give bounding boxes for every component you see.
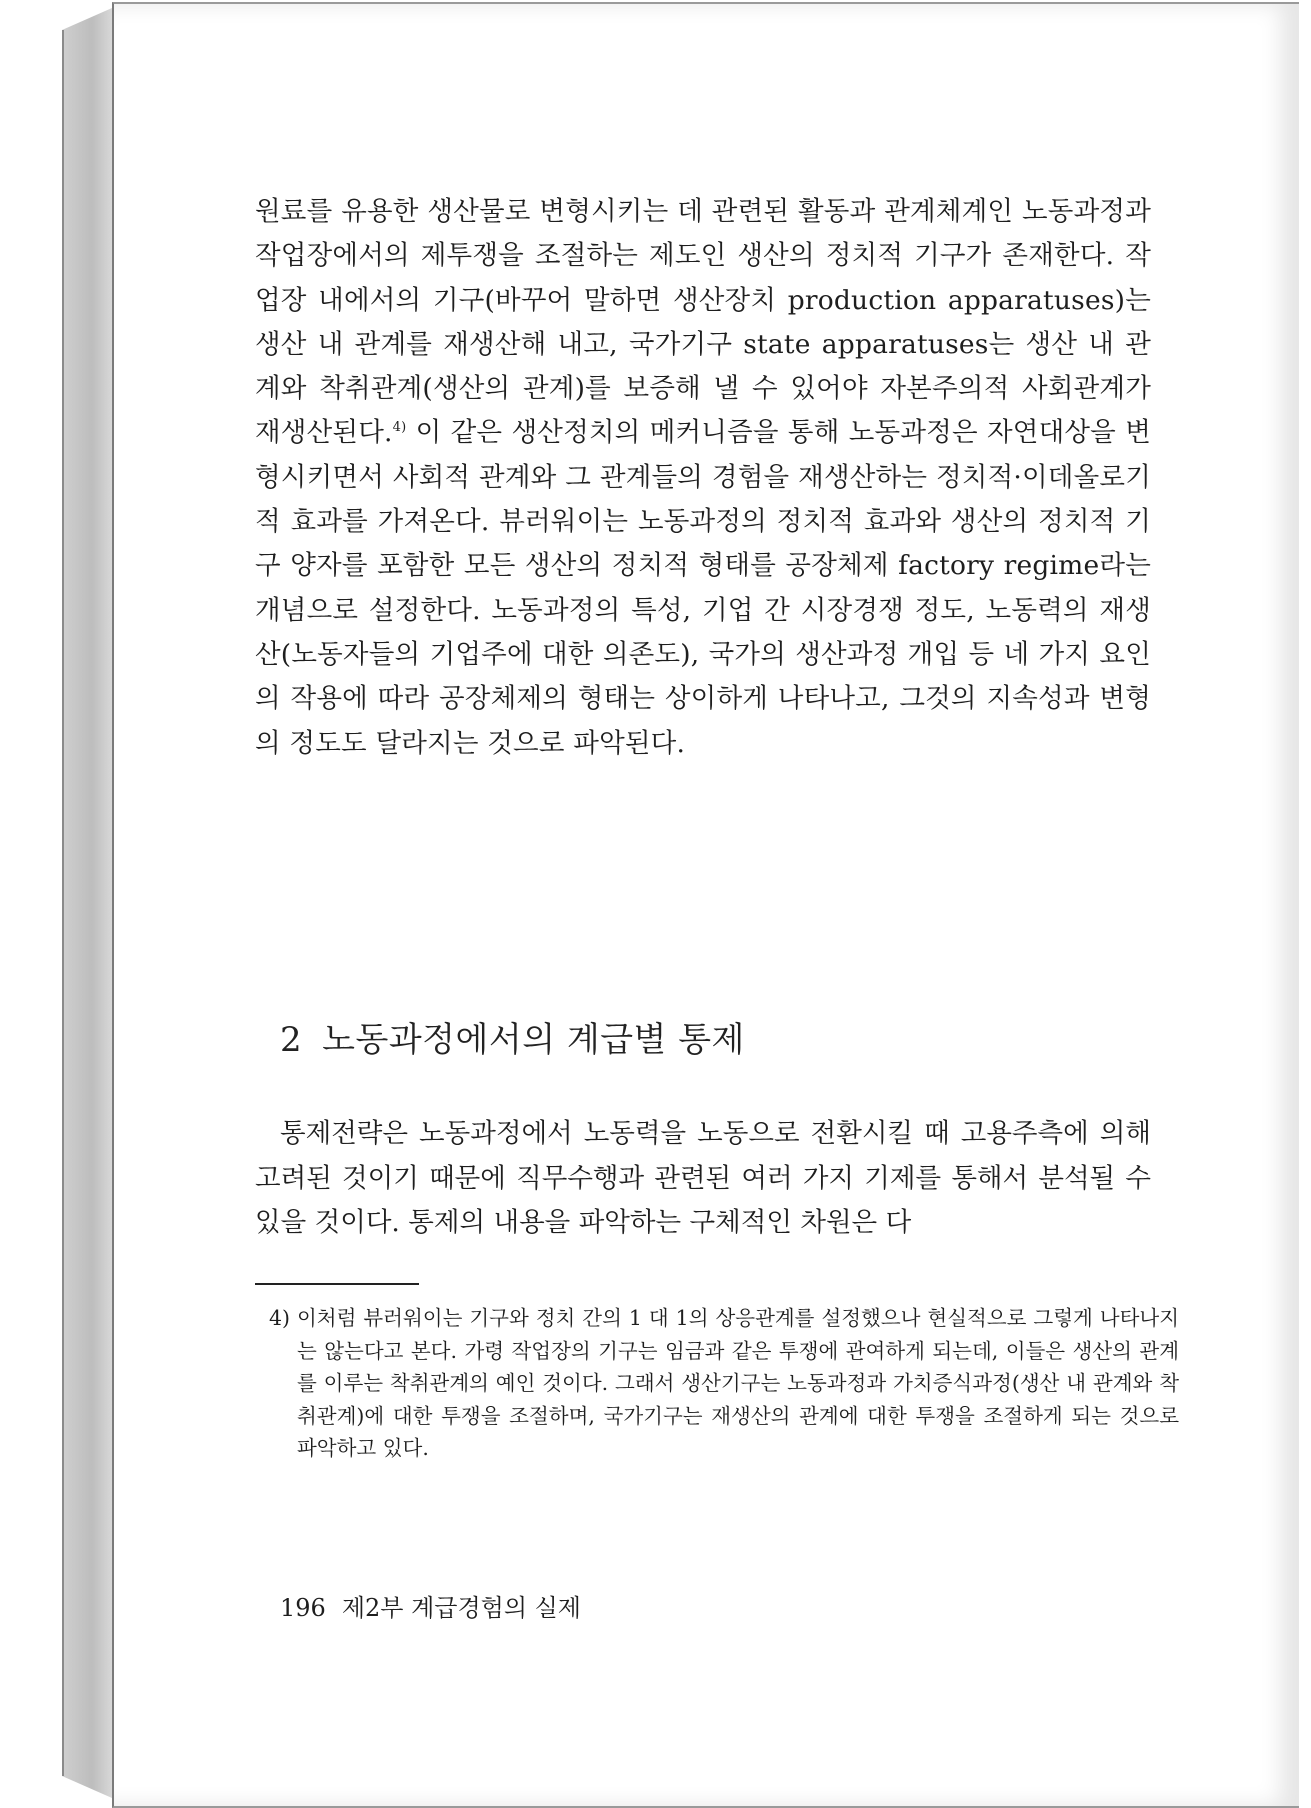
page-number: 196 — [280, 1594, 326, 1622]
footnote: 4) 이처럼 뷰러워이는 기구와 정치 간의 1 대 1의 상응관계를 설정했으나 현실적으로 그렇게 나타나지는 않는다고 본다. 가령 작업장의 기구는 임금과 같은 투쟁에 관여하게 되는데, 이들은 생산의 관계를 이루는 착취관계의 예인 것이다. 그래서 생산기구는 노동과정과 가치증식과정(생산 내 관계와 착취관계)에 대한 투쟁을 조절하며, 국가기구는 재생산의 관계에 대한 투쟁을 조절하게 되는 것으로 파악하고 있다. — [269, 1306, 1179, 1461]
section-title: 노동과정에서의 계급별 통제 — [322, 1020, 745, 1060]
body-paragraph-part2: 이 같은 생산정치의 메커니즘을 통해 노동과정은 자연대상을 변형시키면서 사회적 관계와 그 관계들의 경험을 재생산하는 정치적·이데올로기적 효과를 가져온다. 뷰러워이는 노동과정의 정치적 효과와 생산의 정치적 기구 양자를 포함한 모든 생산의 정치적 형태를 공장체제 factory regime라는 개념으로 설정한다. 노동과정의 특성, 기업 간 시장경쟁 정도, 노동력의 재생산(노동자들의 기업주에 대한 의존도), 국가의 생산과정 개입 등 네 가지 요인의 작용에 따라 공장체제의 형태는 상이하게 나타나고, 그것의 지속성과 변형의 정도도 달라지는 것으로 파악된다. — [255, 417, 1151, 759]
page-footer — [280, 1588, 581, 1623]
running-footer: 제2부 계급경험의 실제 — [341, 1594, 581, 1622]
body-paragraph-part1: 원료를 유용한 생산물로 변형시키는 데 관련된 활동과 관계체계인 노동과정과 작업장에서의 제투쟁을 조절하는 제도인 생산의 정치적 기구가 존재한다. 작업장 내에서의 기구(바꾸어 말하면 생산장치 production apparatuses)는 생산 내 관계를 재생산해 내고, 국가기구 state apparatuses는 생산 내 관계와 착취관계(생산의 관계)를 보증해 낼 수 있어야 자본주의적 사회관계가 재생산된다. — [255, 196, 1151, 449]
section-heading — [280, 1012, 745, 1061]
body-paragraph — [255, 190, 1151, 766]
book-spine — [62, 8, 112, 1798]
section-paragraph: 통제전략은 노동과정에서 노동력을 노동으로 전환시킬 때 고용주측에 의해 고려된 것이기 때문에 직무수행과 관련된 여러 가지 기제를 통해서 분석될 수 있을 것이다. 통제의 내용을 파악하는 구체적인 차원은 다 — [255, 1118, 1151, 1238]
body-text — [255, 190, 1151, 766]
section-number: 2 — [280, 1020, 303, 1060]
footnote-divider — [255, 1283, 419, 1285]
footnote-reference: 4) — [392, 420, 407, 436]
spine-edge — [62, 30, 64, 1776]
